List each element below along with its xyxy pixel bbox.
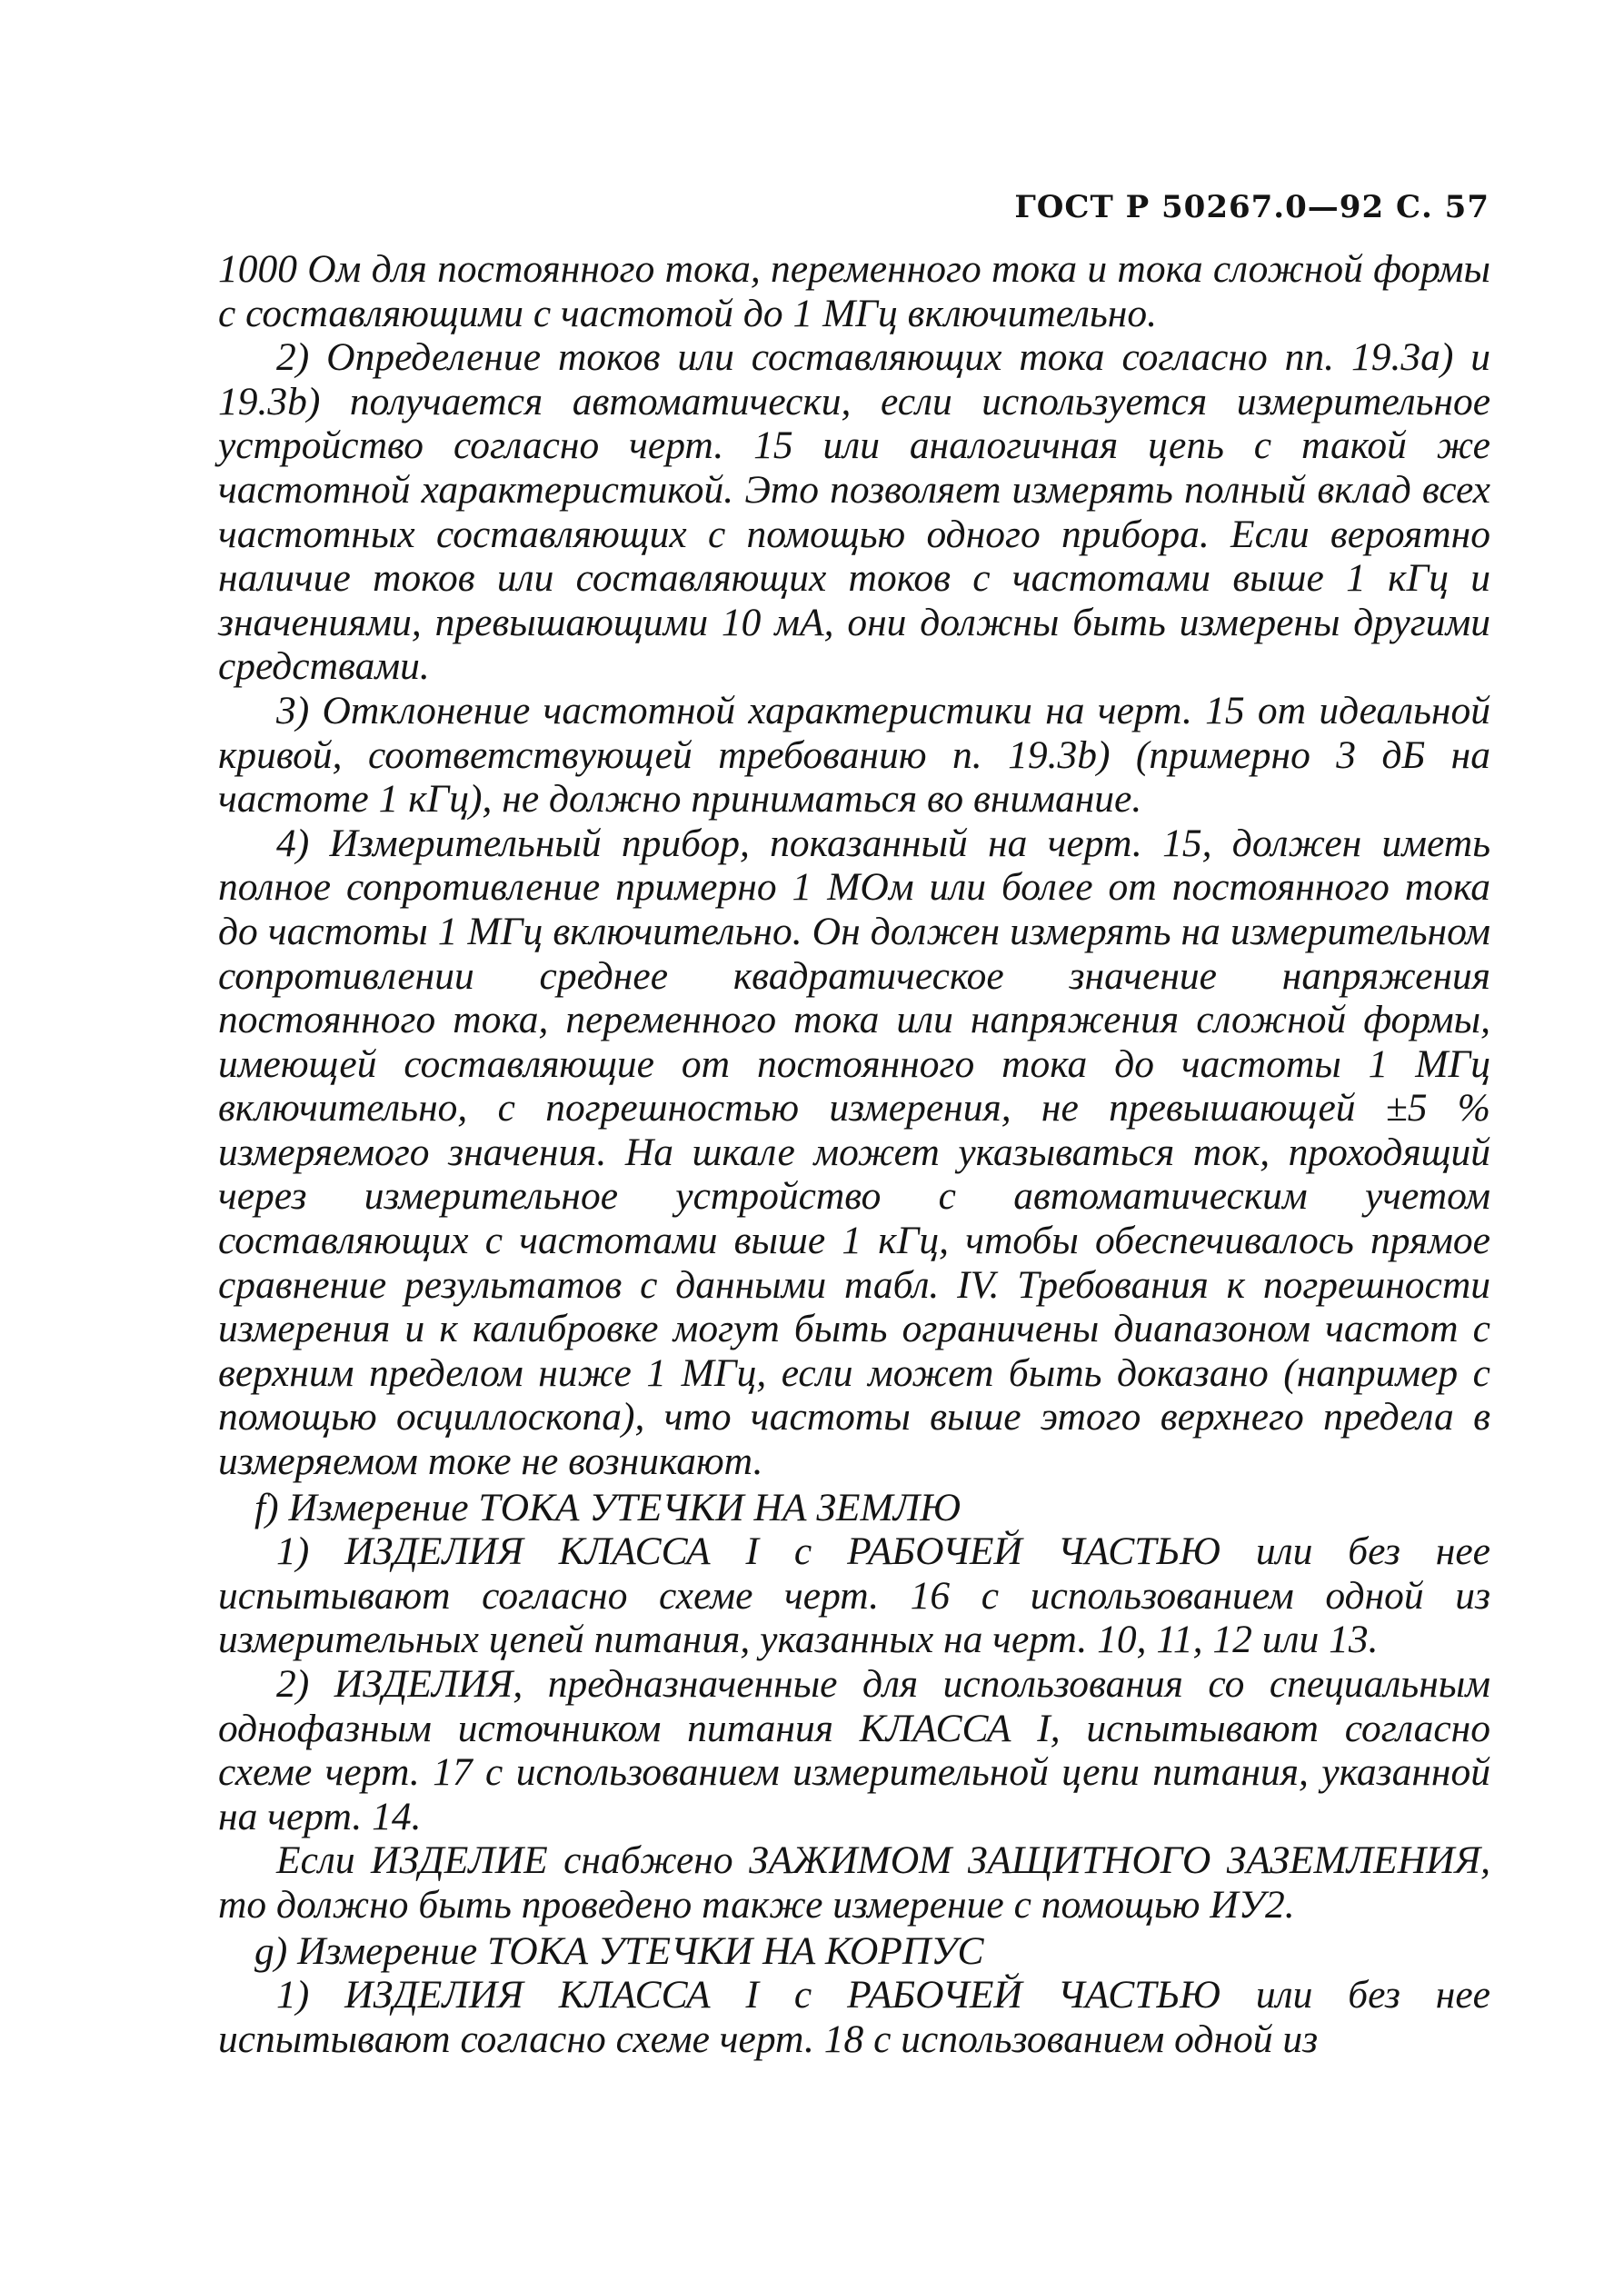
section-heading-f: f) Измерение ТОКА УТЕЧКИ НА ЗЕМЛЮ — [254, 1485, 961, 1529]
paragraph-item-3: 3) Отклонение частотной характеристики на черт. 15 от идеальной кривой, соответствующей требованию п. 19.3b) (примерно 3 дБ на частоте 1 кГц), не должно приниматься во внимание. — [218, 688, 1490, 822]
paragraph-f-2: 2) ИЗДЕЛИЯ, предназначенные для использования со специальным однофазным источником питания КЛАССА I, испытывают согласно схеме черт. 17 с использованием измерительной цепи питания, указанной на черт. 14. — [218, 1662, 1490, 1838]
paragraph-g-1: 1) ИЗДЕЛИЯ КЛАССА I с РАБОЧЕЙ ЧАСТЬЮ или без нее испытывают согласно схеме черт. 18 с использованием одной из — [218, 1973, 1490, 2061]
running-header: ГОСТ Р 50267.0—92 С. 57 — [1014, 189, 1489, 225]
paragraph-item-4: 4) Измерительный прибор, показанный на черт. 15, должен иметь полное сопротивление примерно 1 МОм или более от постоянного тока до частоты 1 МГц включительно. Он должен измерять на измерительном сопротивлении среднее квадратическое значение напряжения постоянного тока, переменного тока или напряжения сложной формы, имеющей составляющие от постоянного тока до частоты 1 МГц включительно, с погрешностью измерения, не превышающей ±5 % измеряемого значения. На шкале может указываться ток, проходящий через измерительное устройство с автоматическим учетом составляющих с частотами выше 1 кГц, чтобы обеспечивалось прямое сравнение результатов с данными табл. IV. Требования к погрешности измерения и к калибровке могут быть ограничены диапазоном частот с верхним пределом ниже 1 МГц, если может быть доказано (например с помощью осциллоскопа), что частоты выше этого верхнего предела в измеряемом токе не возникают. — [218, 821, 1490, 1484]
section-heading-g: g) Измерение ТОКА УТЕЧКИ НА КОРПУС — [254, 1928, 984, 1973]
paragraph-item-2: 2) Определение токов или составляющих тока согласно пп. 19.3а) и 19.3b) получается автоматически, если используется измерительное устройство согласно черт. 15 или аналогичная цепь с такой же частотной характеристикой. Это позволяет измерять полный вклад всех частотных составляющих с помощью одного прибора. Если вероятно наличие токов или составляющих токов с частотами выше 1 кГц и значениями, превышающими 10 мА, они должны быть измерены другими средствами. — [218, 335, 1490, 689]
paragraph-f-1: 1) ИЗДЕЛИЯ КЛАССА I с РАБОЧЕЙ ЧАСТЬЮ или без нее испытывают согласно схеме черт. 16 с использованием одной из измерительных цепей питания, указанных на черт. 10, 11, 12 или 13. — [218, 1529, 1490, 1662]
paragraph-f-note: Если ИЗДЕЛИЕ снабжено ЗАЖИМОМ ЗАЩИТНОГО ЗАЗЕМЛЕНИЯ, то должно быть проведено также измерение с помощью ИУ2. — [218, 1838, 1490, 1927]
paragraph-continuation: 1000 Ом для постоянного тока, переменного тока и тока сложной формы с составляющими с частотой до 1 МГц включительно. — [218, 247, 1490, 335]
body-text — [218, 247, 1490, 2061]
